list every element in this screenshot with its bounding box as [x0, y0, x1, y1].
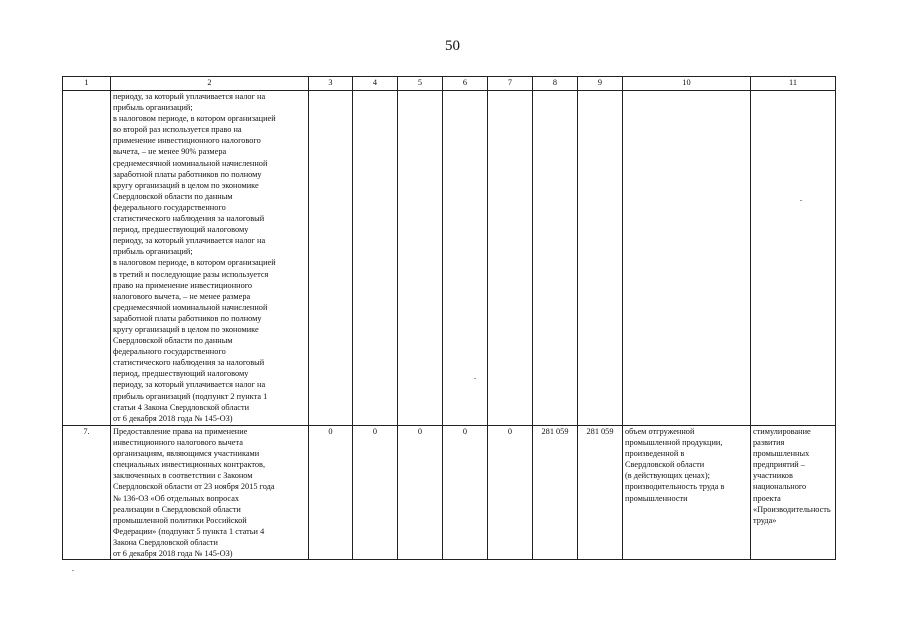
header-row	[63, 77, 836, 91]
table-row	[63, 91, 836, 426]
row-description: периоду, за который уплачивается налог на прибыль организаций; в налоговом периоде, в котором организацией во второй раз используется право на применение инвестиционного налогового вычета, – не менее 90% размера среднемесячной номинальной начисленной заработной платы работников по полному кругу организаций в целом по экономике Свердловской области по данным федерального государственного статистического наблюдения за налоговый период, предшествующий налоговому периоду, за который уплачивается налог на прибыль организаций; в налоговом периоде, в котором организацией в третий и последующие разы используется право на применение инвестиционного налогового вычета, – не менее размера среднемесячной номинальной начисленной заработной платы работников по полному кругу организаций в целом по экономике Свердловской области по данным федерального государственного статистического наблюдения за налоговый период, предшествующий налоговому периоду, за который уплачивается налог на прибыль организаций (подпункт 2 пункта 1 статьи 4 Закона Свердловской области от 6 декабря 2018 года № 145-ОЗ)	[111, 91, 309, 426]
table-row	[63, 426, 836, 560]
cell-indicator	[623, 91, 751, 426]
cell-col-5: 0	[398, 426, 443, 560]
cell-col-6: 0	[443, 426, 488, 560]
cell-col-9	[578, 91, 623, 426]
column-header-11: 11	[751, 77, 836, 91]
cell-col-5	[398, 91, 443, 426]
column-header-2: 2	[111, 77, 309, 91]
column-header-5: 5	[398, 77, 443, 91]
cell-col-3	[309, 91, 353, 426]
column-header-7: 7	[488, 77, 533, 91]
cell-goal	[751, 91, 836, 426]
cell-col-3: 0	[309, 426, 353, 560]
scan-speck	[474, 378, 476, 379]
column-header-4: 4	[353, 77, 398, 91]
tax-expenditure-table	[62, 76, 836, 560]
row-index	[63, 91, 111, 426]
scan-speck	[72, 570, 74, 571]
cell-col-8: 281 059	[533, 426, 578, 560]
column-header-1: 1	[63, 77, 111, 91]
column-header-10: 10	[623, 77, 751, 91]
cell-col-7	[488, 91, 533, 426]
cell-indicator: объем отгруженной промышленной продукции, произведенной в Свердловской области (в действующих ценах); производительность труда в промышленности	[623, 426, 751, 560]
cell-col-4: 0	[353, 426, 398, 560]
cell-col-9: 281 059	[578, 426, 623, 560]
cell-col-8	[533, 91, 578, 426]
cell-col-4	[353, 91, 398, 426]
column-header-3: 3	[309, 77, 353, 91]
column-header-8: 8	[533, 77, 578, 91]
column-header-6: 6	[443, 77, 488, 91]
row-index: 7.	[63, 426, 111, 560]
cell-goal: стимулирование развития промышленных предприятий – участников национального проекта «Производительность труда»	[751, 426, 836, 560]
column-header-9: 9	[578, 77, 623, 91]
scan-speck	[800, 200, 802, 201]
row-description: Предоставление права на применение инвестиционного налогового вычета организациям, являющимся участниками специальных инвестиционных контрактов, заключенных в соответствии с Законом Свердловской области от 23 ноября 2015 года № 136-ОЗ «Об отдельных вопросах реализации в Свердловской области промышленной политики Российской Федерации» (подпункт 5 пункта 1 статьи 4 Закона Свердловской области от 6 декабря 2018 года № 145-ОЗ)	[111, 426, 309, 560]
cell-col-6	[443, 91, 488, 426]
cell-col-7: 0	[488, 426, 533, 560]
page-number: 50	[445, 38, 460, 54]
